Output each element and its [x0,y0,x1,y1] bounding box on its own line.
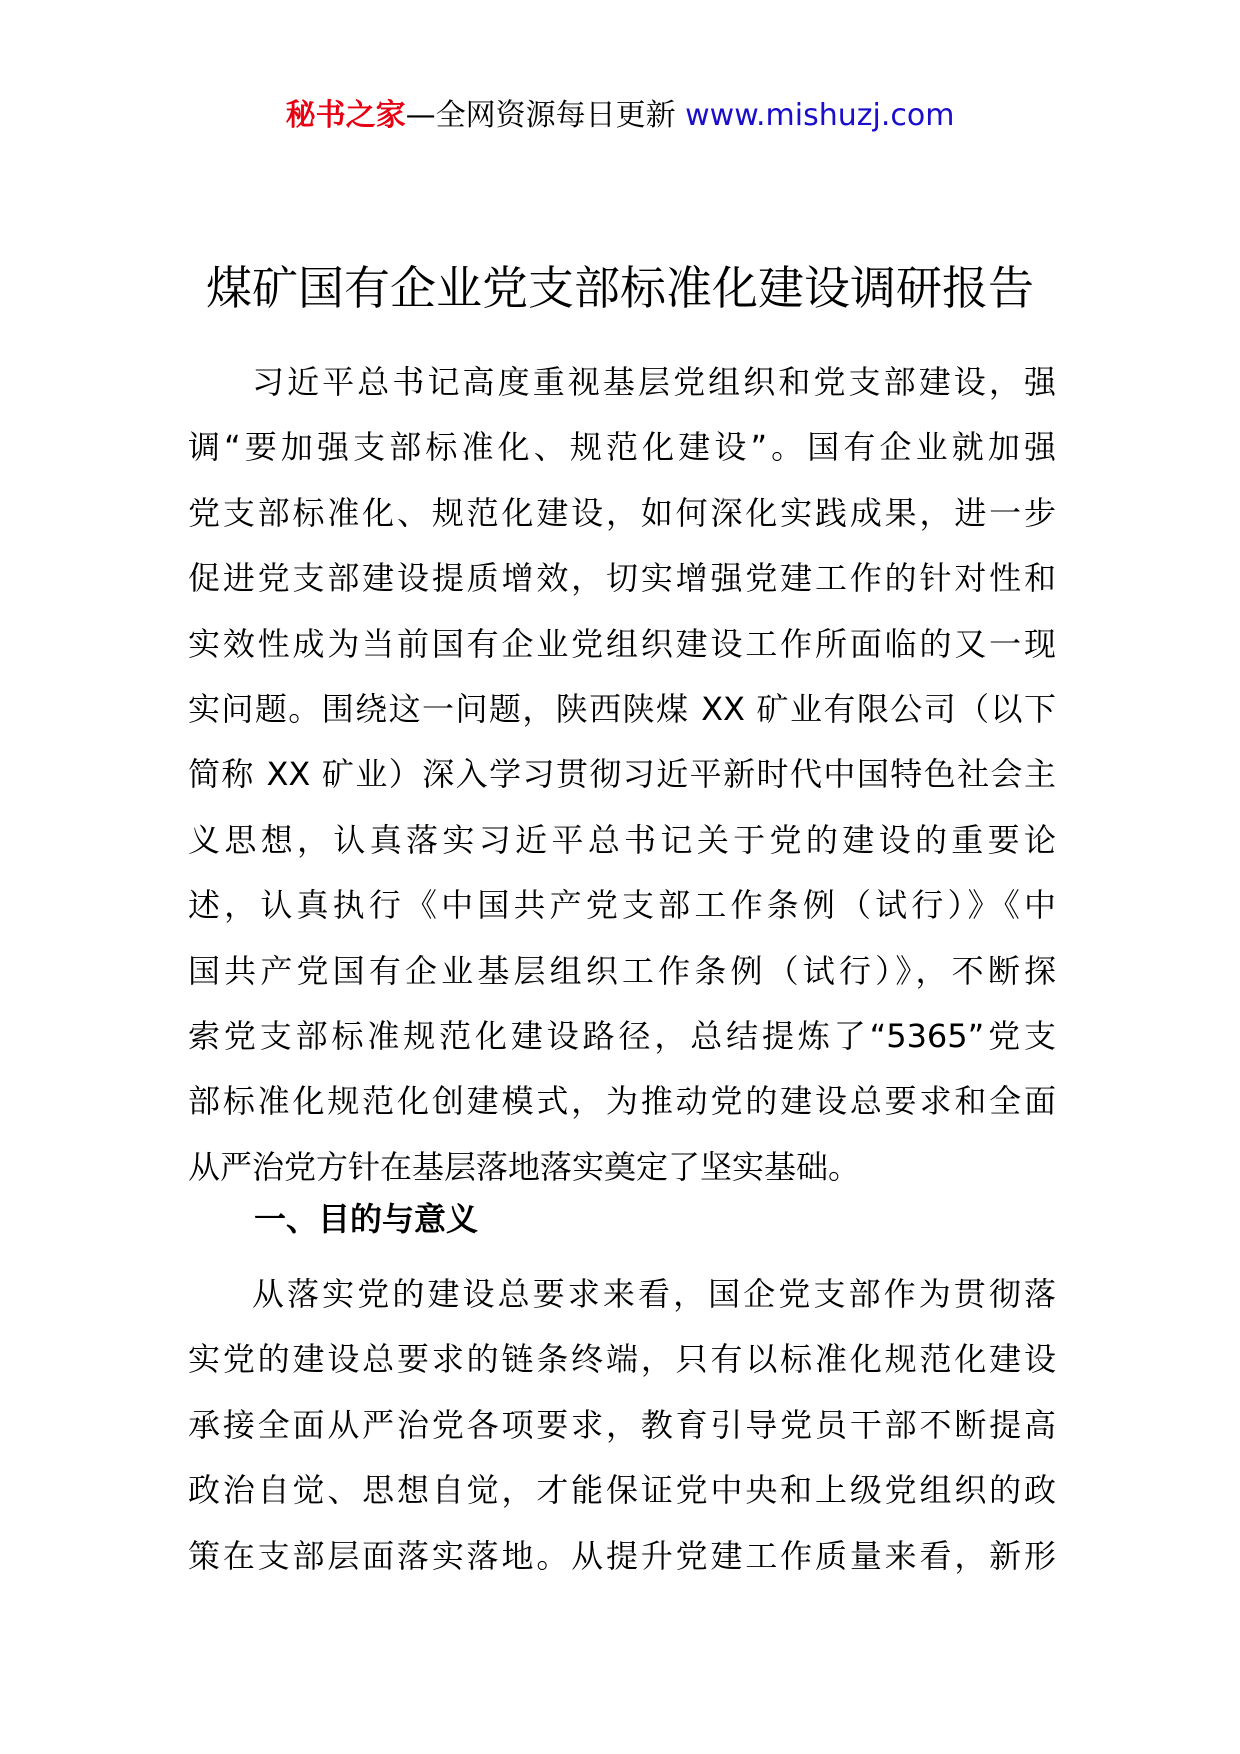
document-title: 煤矿国有企业党支部标准化建设调研报告 [206,261,1034,315]
text-line: 调“要加强支部标准化、规范化建设”。国有企业就加强 [188,428,1056,467]
text-line: 简称 XX 矿业）深入学习贯彻习近平新时代中国特色社会主 [188,755,1056,794]
text-line: 述，认真执行《中国共产党支部工作条例（试行）》《中 [188,886,1056,925]
text-line: 索党支部标准规范化建设路径，总结提炼了“5365”党支 [188,1017,1056,1056]
text-line: 承接全面从严治党各项要求，教育引导党员干部不断提高 [188,1405,1056,1444]
text-line: 促进党支部建设提质增效，切实增强党建工作的针对性和 [188,559,1056,598]
text-line: 部标准化规范化创建模式，为推动党的建设总要求和全面 [188,1082,1056,1121]
text-line: 策在支部层面落实落地。从提升党建工作质量来看，新形 [188,1536,1056,1575]
text-line: 实问题。围绕这一问题，陕西陕煤 XX 矿业有限公司（以下 [188,690,1056,729]
section-heading: 一、目的与意义 [254,1200,479,1238]
intro-paragraph [188,350,1056,1200]
text-line: 实效性成为当前国有企业党组织建设工作所面临的又一现 [188,624,1056,663]
text-line: 习近平总书记高度重视基层党组织和党支部建设，强 [252,363,1056,401]
text-line: 从严治党方针在基层落地落实奠定了坚实基础。 [188,1147,861,1186]
section-paragraph [188,1262,1056,1589]
banner-tagline: —全网资源每日更新 [405,98,676,133]
site-url-link[interactable]: www.mishuzj.com [685,98,955,133]
text-line: 义思想，认真落实习近平总书记关于党的建设的重要论 [188,820,1056,859]
brand-name: 秘书之家 [285,98,406,133]
site-banner [0,96,1240,136]
text-line: 党支部标准化、规范化建设，如何深化实践成果，进一步 [188,493,1056,532]
text-line: 国共产党国有企业基层组织工作条例（试行）》，不断探 [188,951,1056,990]
text-line: 从落实党的建设总要求来看，国企党支部作为贯彻落 [252,1275,1056,1313]
text-line: 政治自觉、思想自觉，才能保证党中央和上级党组织的政 [188,1471,1056,1510]
text-line: 实党的建设总要求的链条终端，只有以标准化规范化建设 [188,1340,1056,1379]
